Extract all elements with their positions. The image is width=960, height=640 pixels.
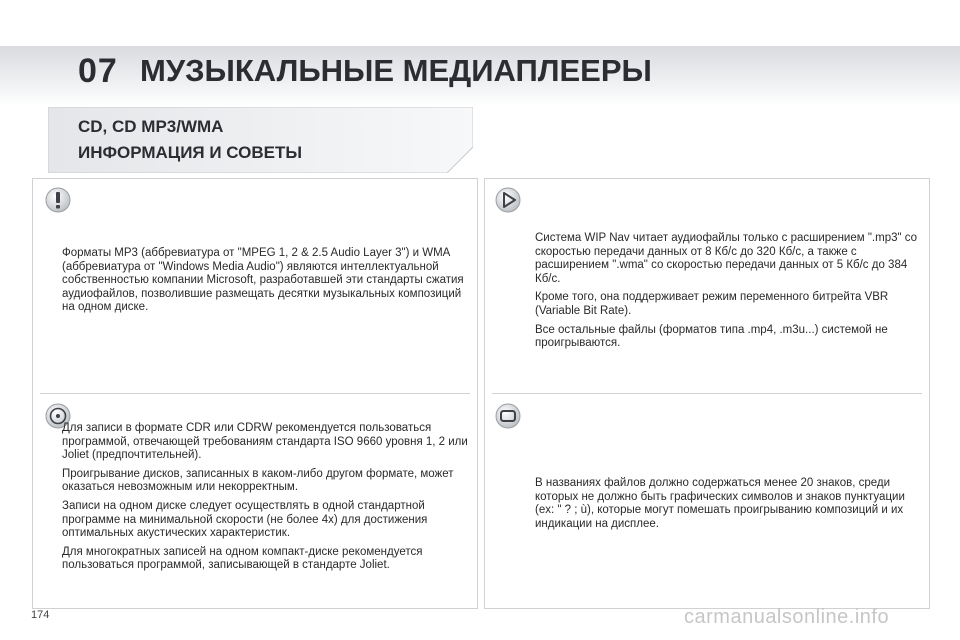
warning-exclamation-icon xyxy=(45,187,71,213)
left-bottom-paragraph-3: Записи на одном диске следует осуществлять в одной стандартной программе на минимальной скорости (не более 4х) для достижения оптимальных акустических характеристик. xyxy=(62,499,428,540)
right-top-paragraph-1: Система WIP Nav читает аудиофайлы только с расширением ".mp3" со скоростью передачи данных от 8 Кб/с до 320 Кб/с, а также с расширением ".wma" со скоростью передачи данных от 5 Кб/с до 384 Кб/с. xyxy=(535,232,918,285)
subtitle-line-2: ИНФОРМАЦИЯ И СОВЕТЫ xyxy=(78,143,303,162)
right-divider xyxy=(492,393,922,394)
chapter-number: 07 xyxy=(78,52,118,90)
display-screen-icon xyxy=(495,403,521,429)
chapter-title: МУЗЫКАЛЬНЫЕ МЕДИАПЛЕЕРЫ xyxy=(140,53,652,88)
play-triangle-icon xyxy=(495,187,521,213)
right-top-text xyxy=(535,232,925,356)
right-top-paragraph-3: Все остальные файлы (форматов типа .mp4, .m3u...) системой не проигрываются. xyxy=(535,323,888,350)
right-bottom-paragraph: В названиях файлов должно содержаться менее 20 знаков, среди которых не должно быть графических символов и знаков пунктуации (ex: " ? ; ù), которые могут помешать проигрыванию композиций и их индикации на дисплее. xyxy=(535,477,905,530)
left-divider xyxy=(40,393,470,394)
watermark: carmanualsonline.info xyxy=(684,606,890,628)
left-bottom-text xyxy=(62,422,472,578)
left-top-paragraph: Форматы MP3 (аббревиатура от "MPEG 1, 2 & 2.5 Audio Layer 3") и WMA (аббревиатура от "Windows Media Audio") являются интеллектуальной собственностью компании Microsoft, разработавшей эти стандарты сжатия аудиофайлов, позволившие размещать десятки музыкальных композиций на одном диске. xyxy=(62,247,464,314)
left-bottom-paragraph-4: Для многократных записей на одном компакт-диске рекомендуется пользоваться программой, записывающей в стандарте Joliet. xyxy=(62,545,423,572)
subtitle-line-1: CD, CD MP3/WMA xyxy=(78,117,224,136)
left-top-text xyxy=(62,247,467,320)
right-bottom-text xyxy=(535,477,925,536)
page-number: 174 xyxy=(31,609,50,621)
left-bottom-paragraph-1: Для записи в формате CDR или CDRW рекомендуется пользоваться программой, отвечающей требованиям стандарта ISO 9660 уровня 1, 2 или Joliet (предпочтительней). xyxy=(62,422,468,462)
right-top-paragraph-2: Кроме того, она поддерживает режим переменного битрейта VBR (Variable Bit Rate). xyxy=(535,291,889,317)
left-bottom-paragraph-2: Проигрывание дисков, записанных в каком-либо другом формате, может оказаться невозможным или некорректным. xyxy=(62,467,454,494)
